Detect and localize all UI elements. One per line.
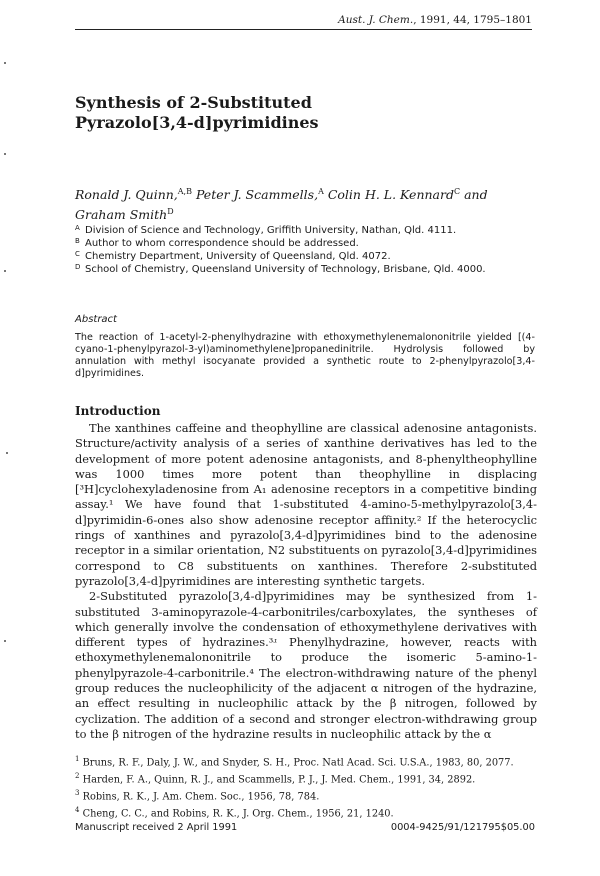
scan-mark (4, 153, 6, 155)
author-2: Peter J. Scammells, (191, 187, 319, 203)
introduction-heading: Introduction (75, 404, 161, 418)
affiliation (75, 237, 545, 250)
author-list (75, 183, 535, 223)
affiliation-mark: A (75, 224, 80, 232)
author-4: Graham Smith (75, 207, 168, 223)
affiliation-mark: B (75, 237, 80, 245)
introduction-body (75, 421, 537, 742)
footnote-text: Bruns, R. F., Daly, J. W., and Snyder, S. H., Proc. Natl Acad. Sci. U.S.A., 1983, 80, 2077. (79, 757, 514, 769)
affiliation-text: Division of Science and Technology, Griffith University, Nathan, Qld. 4111. (85, 225, 457, 236)
footnote-mark: 4 (75, 805, 80, 814)
author-4-sup: D (167, 207, 174, 217)
affiliations (75, 224, 545, 276)
footnote (75, 804, 535, 821)
affiliation (75, 250, 545, 263)
footnote-mark: 2 (75, 771, 80, 780)
paragraph-2: 2-Substituted pyrazolo[3,4-d]pyrimidines may be synthesized from 1-substituted 3-aminopyrazole-4-carbonitriles/carboxylates, the syntheses of which generally involve the condensation of ethoxymethylene derivatives with different types of hydrazines.³ʴ Phenylhydrazine, however, reacts with ethoxymethylenemalononitrile to produce the isomeric 5-amino-1-phenylpyrazole-4-carbonitrile.⁴ The electron-withdrawing nature of the phenyl group reduces the nucleophilicity of the adjacent α nitrogen of the hydrazine, an effect resulting in nucleophilic attack by the β nitrogen, followed by cyclization. The addition of a second and stronger electron-withdrawing group to the β nitrogen of the hydrazine results in nucleophilic attack by the α (75, 589, 537, 741)
footnotes (75, 753, 535, 820)
footnote-mark: 3 (75, 788, 80, 797)
affiliation-mark: D (75, 263, 81, 271)
citation: , 1991, 44, 1795–1801 (413, 14, 532, 26)
scan-mark (4, 62, 6, 64)
running-head (75, 14, 532, 30)
author-3-sup: C (453, 187, 461, 196)
scan-mark (6, 452, 8, 454)
abstract-heading: Abstract (75, 314, 117, 325)
author-1: Ronald J. Quinn, (75, 187, 178, 203)
affiliation-mark: C (75, 250, 80, 258)
affiliation-text: Author to whom correspondence should be addressed. (85, 238, 359, 249)
scan-mark (4, 270, 6, 272)
title-line-2: Pyrazolo[3,4-d]pyrimidines (75, 113, 319, 132)
article-title (75, 93, 515, 133)
paragraph-1: The xanthines caffeine and theophylline are classical adenosine antagonists. Structure/activity analysis of a series of xanthine derivatives has led to the development of more potent adenosine antagonists, and 8-phenyltheophylline was 1000 times more potent than theophylline in displacing [³H]cyclohexyladenosine from A₁ adenosine receptors in a competitive binding assay.¹ We have found that 1-substituted 4-amino-5-methylpyrazolo[3,4-d]pyrimidin-6-ones also show adenosine receptor affinity.² If the heterocyclic rings of xanthines and pyrazolo[3,4-d]pyrimidines bind to the adenosine receptor in a similar orientation, N2 substituents on pyrazolo[3,4-d]pyrimidines correspond to C8 substituents on xanthines. Therefore 2-substituted pyrazolo[3,4-d]pyrimidines are interesting synthetic targets. (75, 421, 537, 588)
footnote (75, 753, 535, 770)
author-1-sup: A,B (177, 187, 192, 196)
author-3: Colin H. L. Kennard (323, 187, 454, 203)
scan-mark (4, 640, 6, 642)
manuscript-received: Manuscript received 2 April 1991 (75, 822, 238, 833)
journal-name: Aust. J. Chem. (338, 14, 414, 26)
footnote-text: Robins, R. K., J. Am. Chem. Soc., 1956, 78, 784. (79, 790, 320, 802)
title-line-1: Synthesis of 2-Substituted (75, 93, 312, 112)
footnote (75, 770, 535, 787)
footnote (75, 787, 535, 804)
author-2-sup: A (318, 187, 324, 196)
footnote-mark: 1 (75, 755, 80, 763)
affiliation (75, 224, 545, 237)
abstract-text: The reaction of 1-acetyl-2-phenylhydrazine with ethoxymethylenemalononitrile yielded [(4-cyano-1-phenylpyrazol-3-yl)aminomethylene]propanedinitrile. Hydrolysis followed by annulation with methyl isocyanate provided a synthetic route to 2-phenylpyrazolo[3,4-d]pyrimidines. (75, 332, 535, 379)
article-code: 0004-9425/91/121795$05.00 (390, 822, 535, 833)
footnote-text: Cheng, C. C., and Robins, R. K., J. Org. Chem., 1956, 21, 1240. (79, 807, 394, 819)
footnote-text: Harden, F. A., Quinn, R. J., and Scammells, P. J., J. Med. Chem., 1991, 34, 2892. (79, 774, 476, 786)
author-and: and (460, 187, 488, 203)
affiliation-text: Chemistry Department, University of Queensland, Qld. 4072. (85, 251, 391, 262)
affiliation-text: School of Chemistry, Queensland University of Technology, Brisbane, Qld. 4000. (85, 264, 486, 275)
affiliation (75, 263, 545, 276)
